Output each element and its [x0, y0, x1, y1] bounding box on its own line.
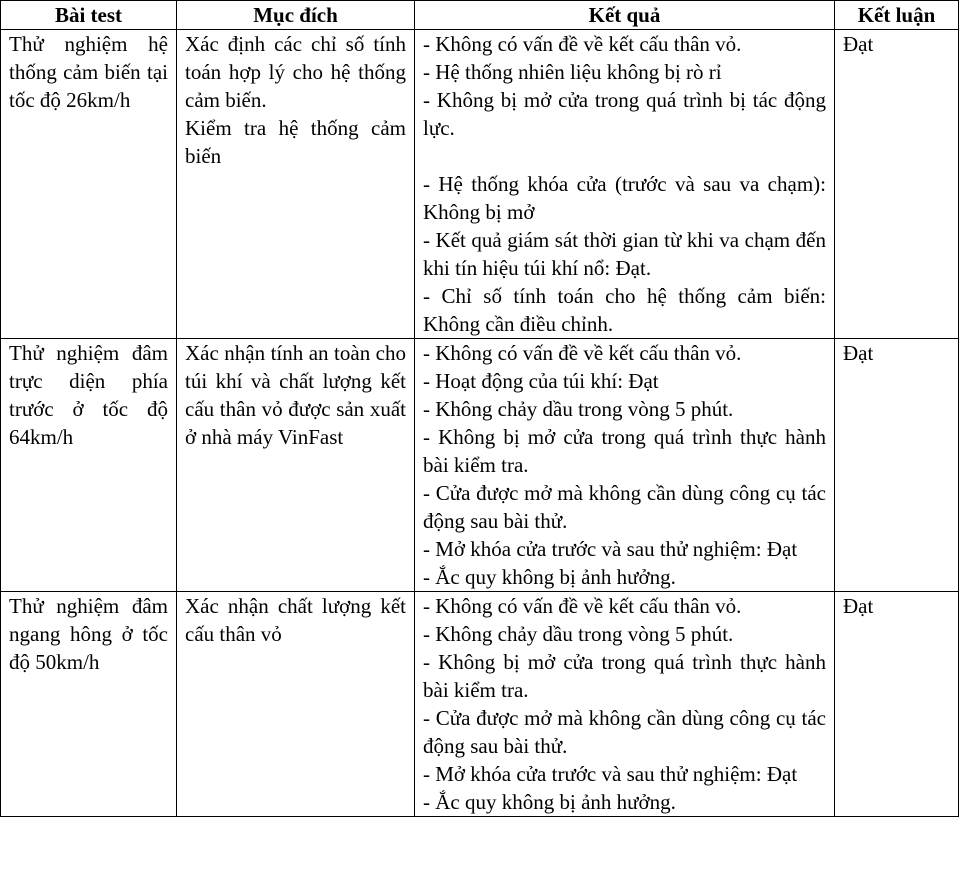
result-line: - Không chảy dầu trong vòng 5 phút. [423, 622, 734, 646]
result-line: - Không có vấn đề về kết cấu thân vỏ. [423, 341, 742, 365]
table-row [1, 339, 959, 592]
purpose-line: Xác nhận tính an toàn cho túi khí và chất lượng kết cấu thân vỏ được sản xuất ở nhà máy VinFast [185, 341, 406, 449]
header-purpose: Mục đích [177, 1, 415, 30]
result-line: - Không bị mở cửa trong quá trình thực hành bài kiểm tra. [423, 425, 826, 477]
purpose-line: Xác định các chỉ số tính toán hợp lý cho hệ thống cảm biến. [185, 32, 406, 112]
blank-line [423, 142, 826, 170]
result-line: - Ắc quy không bị ảnh hưởng. [423, 565, 676, 589]
conclusion-cell: Đạt [835, 592, 959, 817]
test-name: Thử nghiệm đâm trực diện phía trước ở tốc độ 64km/h [9, 341, 168, 449]
result-line: - Không bị mở cửa trong quá trình bị tác động lực. [423, 88, 826, 140]
purpose-cell [177, 339, 415, 592]
result-line: - Cửa được mở mà không cần dùng công cụ tác động sau bài thử. [423, 481, 826, 533]
header-result: Kết quả [415, 1, 835, 30]
result-line: - Hệ thống nhiên liệu không bị rò rỉ [423, 60, 722, 84]
result-line: - Kết quả giám sát thời gian từ khi va chạm đến khi tín hiệu túi khí nổ: Đạt. [423, 228, 826, 280]
result-line: - Mở khóa cửa trước và sau thử nghiệm: Đạt [423, 537, 798, 561]
test-name-cell [1, 30, 177, 339]
result-line: - Không có vấn đề về kết cấu thân vỏ. [423, 594, 742, 618]
table-row [1, 30, 959, 339]
result-line: - Mở khóa cửa trước và sau thử nghiệm: Đạt [423, 762, 798, 786]
result-cell [415, 592, 835, 817]
result-line: - Hệ thống khóa cửa (trước và sau va chạm): Không bị mở [423, 172, 826, 224]
result-line: - Không bị mở cửa trong quá trình thực hành bài kiểm tra. [423, 650, 826, 702]
header-conclusion: Kết luận [835, 1, 959, 30]
result-line: - Chỉ số tính toán cho hệ thống cảm biến: Không cần điều chỉnh. [423, 284, 826, 336]
result-line: - Không chảy dầu trong vòng 5 phút. [423, 397, 734, 421]
purpose-cell [177, 592, 415, 817]
purpose-line: Xác nhận chất lượng kết cấu thân vỏ [185, 594, 406, 646]
result-line: - Ắc quy không bị ảnh hưởng. [423, 790, 676, 814]
header-row [1, 1, 959, 30]
result-line: - Không có vấn đề về kết cấu thân vỏ. [423, 32, 742, 56]
result-line: - Cửa được mở mà không cần dùng công cụ tác động sau bài thử. [423, 706, 826, 758]
result-line: - Hoạt động của túi khí: Đạt [423, 369, 659, 393]
test-name-cell [1, 339, 177, 592]
purpose-cell [177, 30, 415, 339]
test-name-cell [1, 592, 177, 817]
conclusion-cell: Đạt [835, 339, 959, 592]
result-cell [415, 339, 835, 592]
conclusion-cell: Đạt [835, 30, 959, 339]
result-cell [415, 30, 835, 339]
test-name: Thử nghiệm đâm ngang hông ở tốc độ 50km/h [9, 594, 168, 674]
table-row [1, 592, 959, 817]
purpose-line: Kiểm tra hệ thống cảm biến [185, 116, 406, 168]
header-test: Bài test [1, 1, 177, 30]
test-name: Thử nghiệm hệ thống cảm biến tại tốc độ 26km/h [9, 32, 168, 112]
